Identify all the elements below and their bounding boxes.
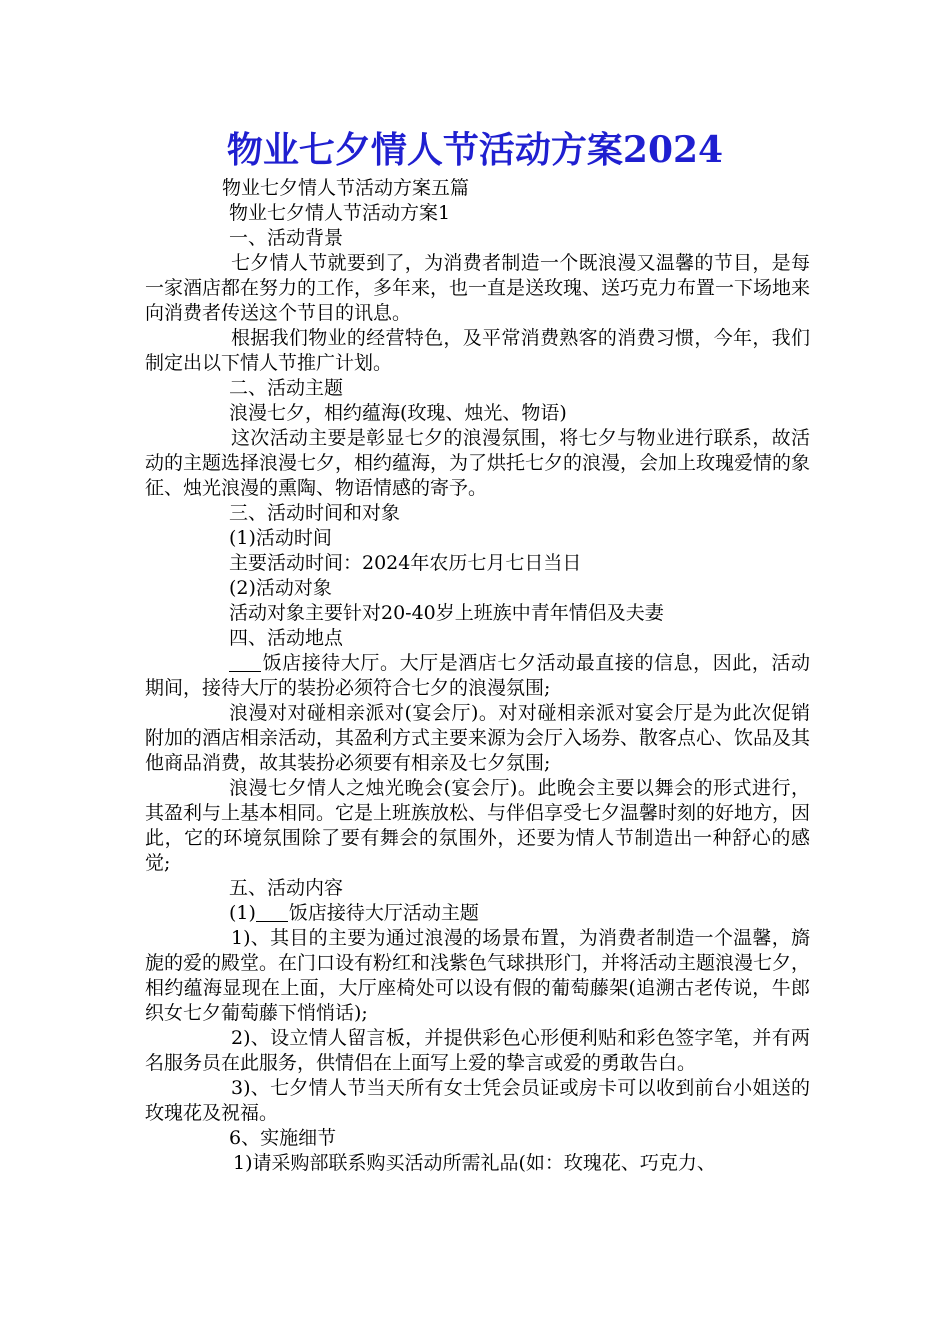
subheading-prefix: (1) bbox=[229, 902, 256, 924]
paragraph: 这次活动主要是彰显七夕的浪漫氛围，将七夕与物业进行联系，故活动的主题选择浪漫七夕，相约蕴海，为了烘托七夕的浪漫，会加上玫瑰爱情的象征、烛光浪漫的熏陶、物语情感的寄予。 bbox=[145, 427, 811, 499]
paragraph: 根据我们物业的经营特色，及平常消费熟客的消费习惯，今年，我们制定出以下情人节推广计划。 bbox=[145, 327, 810, 374]
paragraph: 主要活动时间：2024年农历七月七日当日 bbox=[229, 552, 582, 574]
fill-in-blank bbox=[229, 653, 261, 672]
list-item: 2)、设立情人留言板，并提供彩色心形便利贴和彩色签字笔，并有两名服务员在此服务，供情侣在上面写上爱的挚言或爱的勇敢告白。 bbox=[145, 1027, 810, 1074]
section-heading: 一、活动背景 bbox=[229, 227, 344, 249]
section-heading: 6、实施细节 bbox=[229, 1127, 337, 1149]
paragraph: 活动对象主要针对20-40岁上班族中青年情侣及夫妻 bbox=[229, 602, 664, 624]
list-item: 1)请采购部联系购买活动所需礼品(如：玫瑰花、巧克力、 bbox=[233, 1152, 716, 1174]
paragraph: 浪漫七夕情人之烛光晚会(宴会厅)。此晚会主要以舞会的形式进行，其盈利与上基本相同。它是上班族放松、与伴侣享受七夕温馨时刻的好地方，因此，它的环境氛围除了要有舞会的氛围外，还要为情人节制造出一种舒心的感觉; bbox=[145, 777, 811, 874]
fill-in-blank bbox=[256, 903, 288, 922]
subheading: (1)活动时间 bbox=[229, 527, 332, 549]
paragraph: 七夕情人节就要到了，为消费者制造一个既浪漫又温馨的节目，是每一家酒店都在努力的工作，多年来，也一直是送玫瑰、送巧克力布置一下场地来向消费者传送这个节目的讯息。 bbox=[145, 252, 811, 324]
paragraph: 浪漫七夕，相约蕴海(玫瑰、烛光、物语) bbox=[229, 402, 567, 424]
subheading-text: 饭店接待大厅活动主题 bbox=[288, 902, 479, 924]
plan-heading: 物业七夕情人节活动方案1 bbox=[229, 202, 451, 224]
subheading bbox=[145, 901, 810, 926]
paragraph-text: 饭店接待大厅。大厅是酒店七夕活动最直接的信息，因此，活动期间，接待大厅的装扮必须符合七夕的浪漫氛围; bbox=[145, 652, 810, 699]
subheading: (2)活动对象 bbox=[229, 577, 332, 599]
paragraph bbox=[145, 651, 810, 701]
section-heading: 五、活动内容 bbox=[229, 877, 344, 899]
list-item: 3)、七夕情人节当天所有女士凭会员证或房卡可以收到前台小姐送的玫瑰花及祝福。 bbox=[145, 1077, 810, 1124]
document-title: 物业七夕情人节活动方案2024 bbox=[226, 129, 724, 171]
paragraph: 浪漫对对碰相亲派对(宴会厅)。对对碰相亲派对宴会厅是为此次促销附加的酒店相亲活动，其盈利方式主要来源为会厅入场券、散客点心、饮品及其他商品消费，故其装扮必须要有相亲及七夕氛围; bbox=[145, 702, 811, 774]
section-heading: 四、活动地点 bbox=[229, 627, 344, 649]
list-item: 1)、其目的主要为通过浪漫的场景布置，为消费者制造一个温馨，旖旎的爱的殿堂。在门口设有粉红和浅紫色气球拱形门，并将活动主题浪漫七夕，相约蕴海显现在上面，大厅座椅处可以设有假的葡萄藤架(追溯古老传说，牛郎织女七夕葡萄藤下悄悄话); bbox=[145, 927, 811, 1024]
section-heading: 二、活动主题 bbox=[229, 377, 344, 399]
document-body bbox=[145, 176, 810, 1176]
section-heading: 三、活动时间和对象 bbox=[229, 502, 401, 524]
subtitle: 物业七夕情人节活动方案五篇 bbox=[222, 177, 470, 199]
